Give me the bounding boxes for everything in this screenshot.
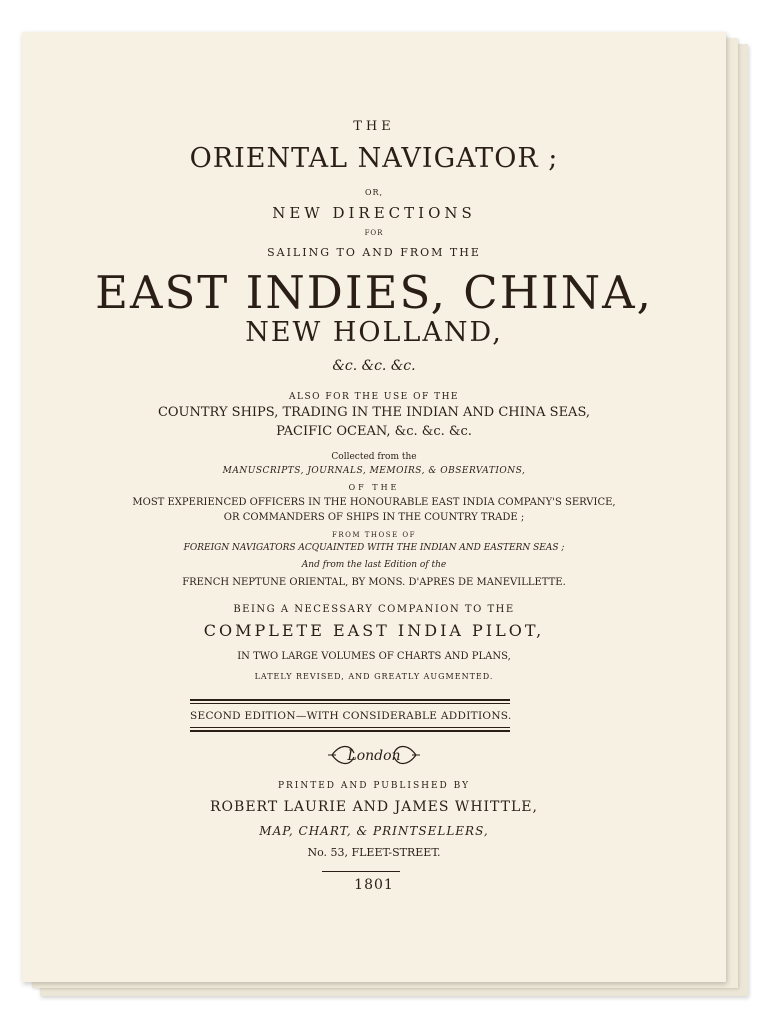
printed-by-line: PRINTED AND PUBLISHED BY bbox=[277, 781, 471, 791]
double-rule bbox=[190, 703, 510, 704]
pacific-line: PACIFIC OCEAN, &c. &c. &c. bbox=[276, 424, 472, 439]
two-volumes-line: IN TWO LARGE VOLUMES OF CHARTS AND PLANS, bbox=[237, 651, 511, 662]
french-neptune-line: FRENCH NEPTUNE ORIENTAL, BY MONS. D'APRES DE MANEVILLETTE. bbox=[182, 577, 566, 588]
most-experienced-line: MOST EXPERIENCED OFFICERS IN THE HONOURABLE EAST INDIA COMPANY'S SERVICE, bbox=[132, 497, 616, 508]
etc-line: &c. &c. &c. bbox=[332, 358, 416, 374]
or-line: OR, bbox=[364, 188, 384, 197]
lately-revised-line: LATELY REVISED, AND GREATLY AUGMENTED. bbox=[254, 672, 494, 681]
foreign-navigators-line: FOREIGN NAVIGATORS ACQUAINTED WITH THE INDIAN AND EASTERN SEAS ; bbox=[183, 543, 565, 553]
being-line: BEING A NECESSARY COMPANION TO THE bbox=[233, 604, 515, 615]
double-rule bbox=[190, 699, 510, 701]
complete-pilot-line: COMPLETE EAST INDIA PILOT, bbox=[203, 621, 545, 640]
trade-line: MAP, CHART, & PRINTSELLERS, bbox=[259, 824, 489, 838]
year-line: 1801 bbox=[354, 877, 394, 893]
also-for-line: ALSO FOR THE USE OF THE bbox=[288, 392, 459, 402]
and-from-line: And from the last Edition of the bbox=[301, 560, 447, 570]
the-heading: THE bbox=[353, 119, 395, 134]
east-indies-heading: EAST INDIES, CHINA, bbox=[95, 266, 653, 319]
sailing-line: SAILING TO AND FROM THE bbox=[267, 246, 481, 259]
london-ornament bbox=[326, 740, 422, 770]
book-title: ORIENTAL NAVIGATOR ; bbox=[189, 143, 559, 174]
double-rule bbox=[190, 727, 510, 728]
for-line: FOR bbox=[364, 229, 384, 237]
new-directions-line: NEW DIRECTIONS bbox=[272, 204, 476, 222]
edition-statement: SECOND EDITION—WITH CONSIDERABLE ADDITIONS. bbox=[190, 710, 512, 722]
london-imprint bbox=[22, 740, 726, 774]
london-text: London bbox=[347, 748, 401, 764]
of-the-line: OF THE bbox=[348, 483, 400, 492]
publishers-line: ROBERT LAURIE AND JAMES WHITTLE, bbox=[210, 799, 538, 815]
divider-rule bbox=[322, 871, 400, 872]
new-holland-heading: NEW HOLLAND, bbox=[245, 317, 503, 348]
manuscripts-line: MANUSCRIPTS, JOURNALS, MEMOIRS, & OBSERVATIONS, bbox=[222, 466, 526, 476]
title-page bbox=[22, 32, 726, 982]
address-line: No. 53, FLEET-STREET. bbox=[307, 846, 441, 859]
edition-box bbox=[190, 699, 510, 732]
double-rule bbox=[190, 730, 510, 732]
from-those-line: FROM THOSE OF bbox=[332, 531, 416, 539]
country-ships-line: COUNTRY SHIPS, TRADING IN THE INDIAN AND CHINA SEAS, bbox=[157, 405, 591, 420]
collected-line: Collected from the bbox=[331, 452, 417, 462]
or-commanders-line: OR COMMANDERS OF SHIPS IN THE COUNTRY TRADE ; bbox=[223, 512, 525, 523]
